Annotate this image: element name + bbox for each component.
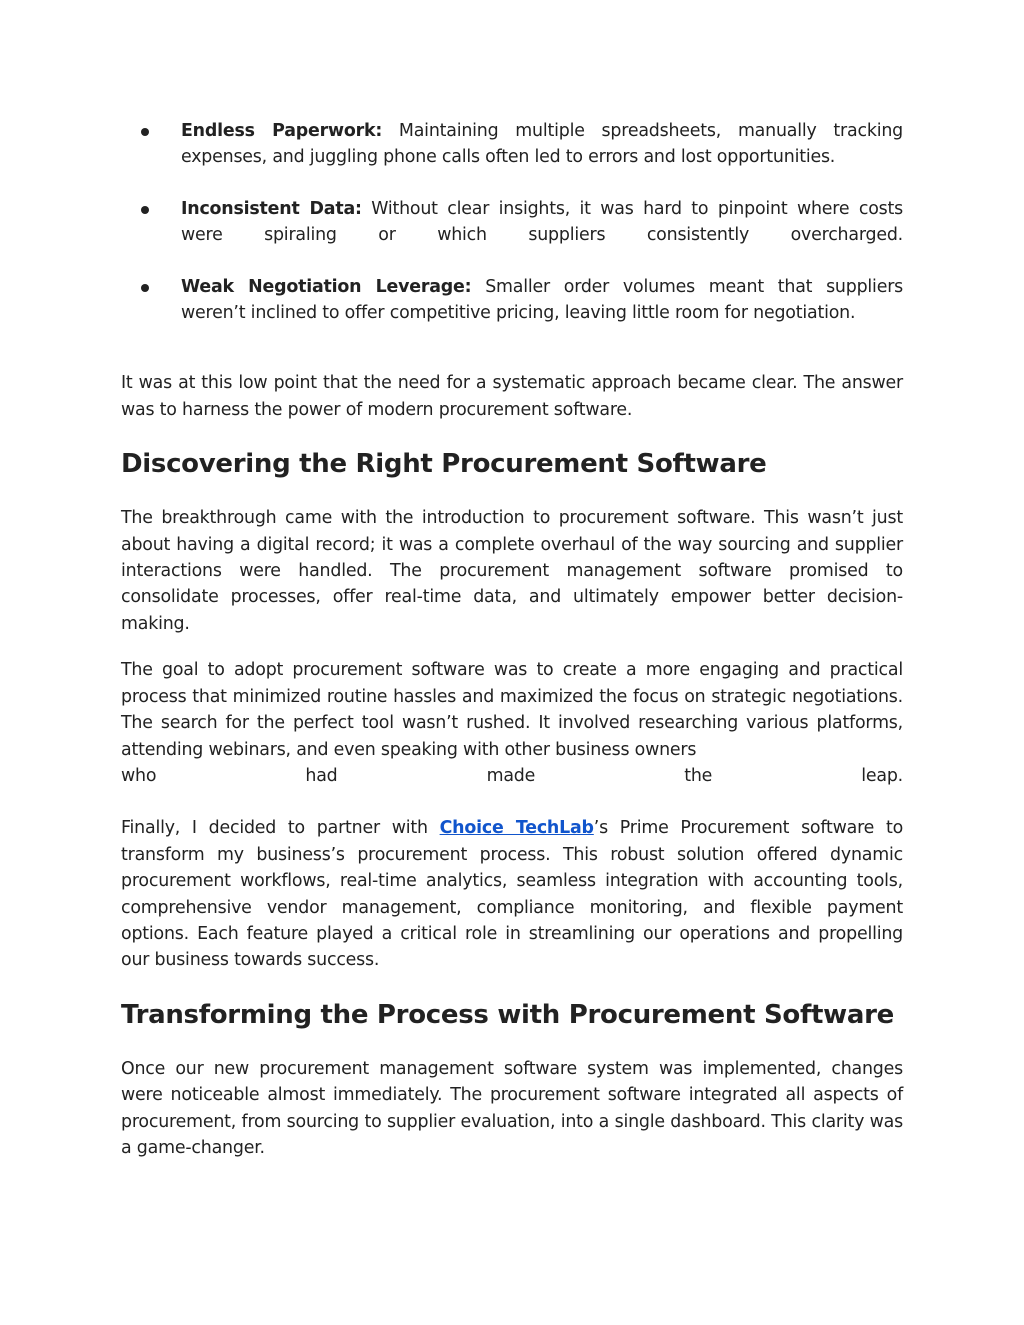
paragraph-breakthrough: The breakthrough came with the introduction to procurement software. This wasn’t just about having a digital record; it was a complete overhaul of the way sourcing and supplier interactions were handled. The procurement management software promised to consolidate processes, offer real-time data, and ultimately empower better decision-making. <box>121 508 903 634</box>
paragraph-goal: The goal to adopt procurement software was to create a more engaging and practical process that minimized routine hassles and maximized the focus on strategic negotiations. The search for the perfect tool wasn’t rushed. It involved researching various platforms, attending webinars, and even speaking with other business owners <box>121 660 903 760</box>
list-item <box>121 196 903 249</box>
bullet-icon <box>141 284 149 292</box>
bullet-text: Smaller order volumes meant that suppliers <box>485 276 904 297</box>
bullet-text: Without clear insights, it was hard to pinpoint where costs <box>371 198 903 219</box>
bullet-text-cont: weren’t inclined to offer competitive pricing, leaving little room for negotiation. <box>181 303 856 324</box>
bullet-term: Weak Negotiation Leverage: <box>181 276 472 297</box>
bullet-term: Inconsistent Data: <box>181 198 362 219</box>
bullet-text: Maintaining multiple spreadsheets, manually tracking <box>398 121 903 141</box>
choice-techlab-link[interactable]: Choice TechLab <box>439 818 594 839</box>
paragraph-partner <box>121 815 903 973</box>
bullet-text-cont: expenses, and juggling phone calls often led to errors and lost opportunities. <box>181 147 836 168</box>
list-item <box>121 274 903 327</box>
list-item <box>121 118 903 171</box>
bullet-term: Endless Paperwork: <box>181 121 383 141</box>
bullet-icon <box>141 206 149 214</box>
section-heading-discovering: Discovering the Right Procurement Software <box>121 449 767 480</box>
paragraph-implementation: Once our new procurement management software system was implemented, changes were noticeable almost immediately. The procurement software integrated all aspects of procurement, from sourcing to supplier evaluation, into a single dashboard. This clarity was a game-changer. <box>121 1058 903 1158</box>
challenges-list <box>121 118 903 326</box>
intro-paragraph: It was at this low point that the need for a systematic approach became clear. The answer was to harness the power of modern procurement software. <box>121 373 903 420</box>
document-page <box>121 118 903 1161</box>
partner-text-after: ’s Prime Procurement software to transform my business’s procurement process. This robust solution offered dynamic procurement workflows, real-time analytics, seamless integration with accounting tools, comprehensive vendor management, compliance monitoring, and flexible payment options. Each feature played a critical role in streamlining our operations and propelling our business towards success. <box>121 818 904 971</box>
bullet-icon <box>141 128 149 136</box>
partner-text-before: Finally, I decided to partner with <box>121 818 440 839</box>
bullet-text-cont: were spiraling or which suppliers consistently overcharged. <box>181 225 903 246</box>
paragraph-goal-last-line: who had made the leap. <box>121 765 903 786</box>
section-heading-transforming: Transforming the Process with Procurement Software <box>121 999 894 1030</box>
